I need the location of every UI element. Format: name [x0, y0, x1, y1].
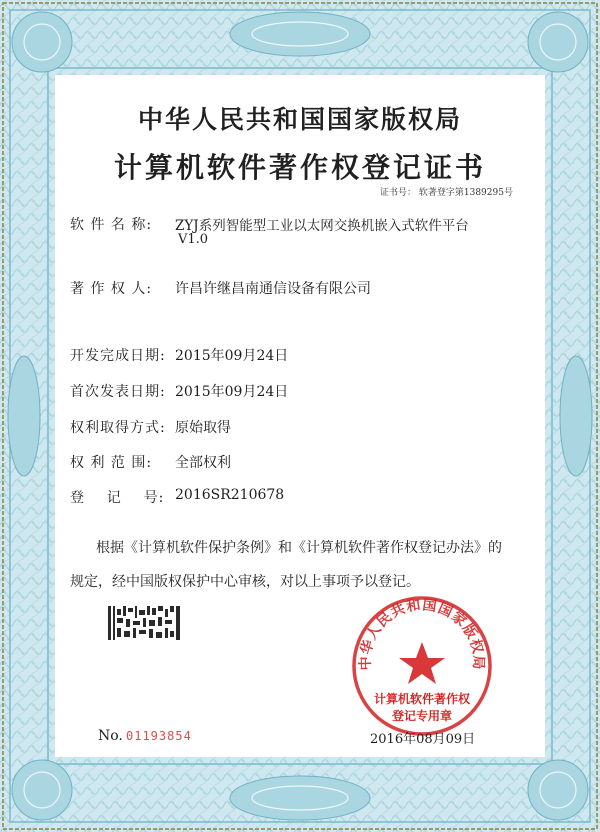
field-value-completion-date: 2015年09月24日: [175, 348, 289, 364]
serial-number: 01193854: [126, 729, 192, 743]
field-label-copyright-owner: 著 作 权 人:: [70, 281, 153, 297]
certificate-title: 计算机软件著作权登记证书: [113, 151, 486, 184]
barcode-icon: [108, 606, 180, 640]
official-seal: [350, 594, 494, 738]
field-label-software-name: 软 件 名 称:: [70, 217, 153, 233]
field-value-registration-number: 2016SR210678: [175, 487, 285, 503]
field-value-acquisition-method: 原始取得: [175, 420, 231, 436]
certificate-number: 证书号： 软著登字第1389295号: [380, 188, 513, 198]
seal-inner-line-2: 登记专用章: [391, 709, 452, 723]
field-label-completion-date: 开发完成日期:: [70, 348, 166, 364]
field-value-software-version: V1.0: [178, 232, 209, 247]
field-value-publication-date: 2015年09月24日: [175, 384, 289, 400]
seal-inner-line-1: 计算机软件著作权: [373, 692, 470, 706]
statement-line-2: 规定，经中国版权保护中心审核，对以上事项予以登记。: [70, 574, 420, 590]
serial-label: No.: [98, 728, 123, 744]
field-value-copyright-owner: 许昌许继昌南通信设备有限公司: [175, 281, 371, 297]
field-label-publication-date: 首次发表日期:: [70, 384, 166, 400]
field-label-registration-number: 登 记 号:: [70, 490, 165, 506]
issuer-heading: 中华人民共和国国家版权局: [137, 105, 462, 134]
issue-date: 2016年08月09日: [370, 732, 476, 747]
field-label-acquisition-method: 权利取得方式:: [70, 420, 166, 436]
statement-line-1: 根据《计算机软件保护条例》和《计算机软件著作权登记办法》的: [96, 540, 502, 556]
field-value-rights-scope: 全部权利: [175, 455, 231, 471]
seal-outer-text: 中华人民共和国国家版权局: [357, 597, 487, 671]
field-value-software-name: ZYJ系列智能型工业以太网交换机嵌入式软件平台: [175, 218, 469, 234]
field-label-rights-scope: 权 利 范 围:: [70, 455, 153, 471]
